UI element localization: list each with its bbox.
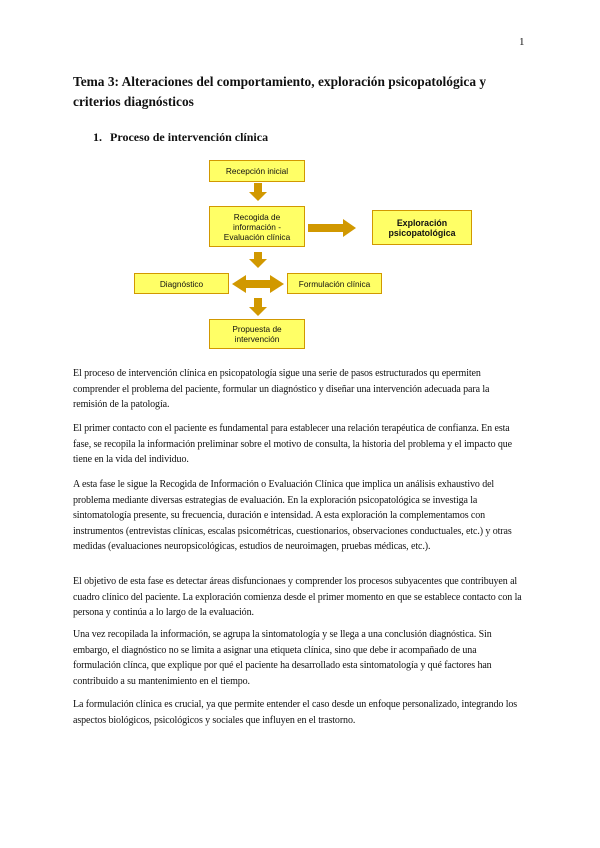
paragraph-6: La formulación clínica es crucial, ya que permite entender el caso desde un enfoque personalizado, integrando los aspectos biológicos, psicológicos y sociales que influyen en el trastorno. [73, 699, 518, 726]
paragraph-4: El objetivo de esta fase es detectar áreas disfuncionaes y comprender los procesos subyacentes que contribuyen al cuadro clínico del paciente. La exploración comienza desde el primer momento en que se establece contacto con la persona y continúa a lo largo de la evaluación. [73, 576, 522, 619]
page-number: 1 [519, 36, 525, 48]
box-formulacion-clinica: Formulación clínica [287, 273, 382, 294]
process-flowchart [0, 0, 600, 360]
document-title: Tema 3: Alteraciones del comportamiento, exploración psicopatológica y criterios diagnósticos [73, 74, 487, 109]
box-recogida-informacion: Recogida de información - Evaluación clínica [209, 206, 305, 247]
arrow-down-1 [249, 183, 267, 201]
paragraph-3: A esta fase le sigue la Recogida de Información o Evaluación Clínica que implica un análisis exhaustivo del problema mediante diversas estrategias de evaluación. En la exploración psicopatológica se investiga la sintomatología presente, su frecuencia, duración e intensidad. A esta exploración la complementamos con instrumentos (entrevistas clínicas, escalas psicométricas, cuestionarios, observaciones conductuales, etc.) y otras medidas (evaluaciones neuropsicológicas, estudios de neuroimagen, pruebas médicas, etc.). [73, 479, 512, 553]
section-title: Proceso de intervención clínica [110, 130, 269, 144]
section-heading [93, 130, 268, 145]
arrow-double [232, 275, 284, 293]
arrow-right-1 [308, 219, 356, 237]
arrow-down-3 [249, 298, 267, 316]
box-propuesta-intervencion: Propuesta de intervención [209, 319, 305, 349]
section-number: 1. [93, 130, 102, 144]
paragraph-5: Una vez recopilada la información, se agrupa la sintomatología y se llega a una conclusión diagnóstica. Sin embargo, el diagnóstico no se limita a asignar una etiqueta clínica, sino que debe ir acompañado de una formulación clínca, que explique por qué el paciente ha desarrollado esta sintomatología y qué factores han contribuido a su mantenimiento en el tiempo. [73, 629, 492, 687]
arrow-down-2 [249, 252, 267, 268]
box-exploracion-psicopatologica: Exploración psicopatológica [372, 210, 472, 245]
box-recepcion-inicial: Recepción inicial [209, 160, 305, 182]
box-diagnostico: Diagnóstico [134, 273, 229, 294]
paragraph-2: El primer contacto con el paciente es fundamental para establecer una relación terapéutica de confianza. En esta fase, se recopila la información preliminar sobre el motivo de consulta, la historia del problema y el impacto que tiene en la vida del individuo. [73, 423, 513, 466]
paragraph-1: El proceso de intervención clínica en psicopatología sigue una serie de pasos estructurados qu epermiten comprender el problema del paciente, formular un diagnóstico y diseñar una intervención adecuada para la remisión de la patología. [73, 368, 490, 411]
flowchart-arrows [0, 0, 600, 360]
